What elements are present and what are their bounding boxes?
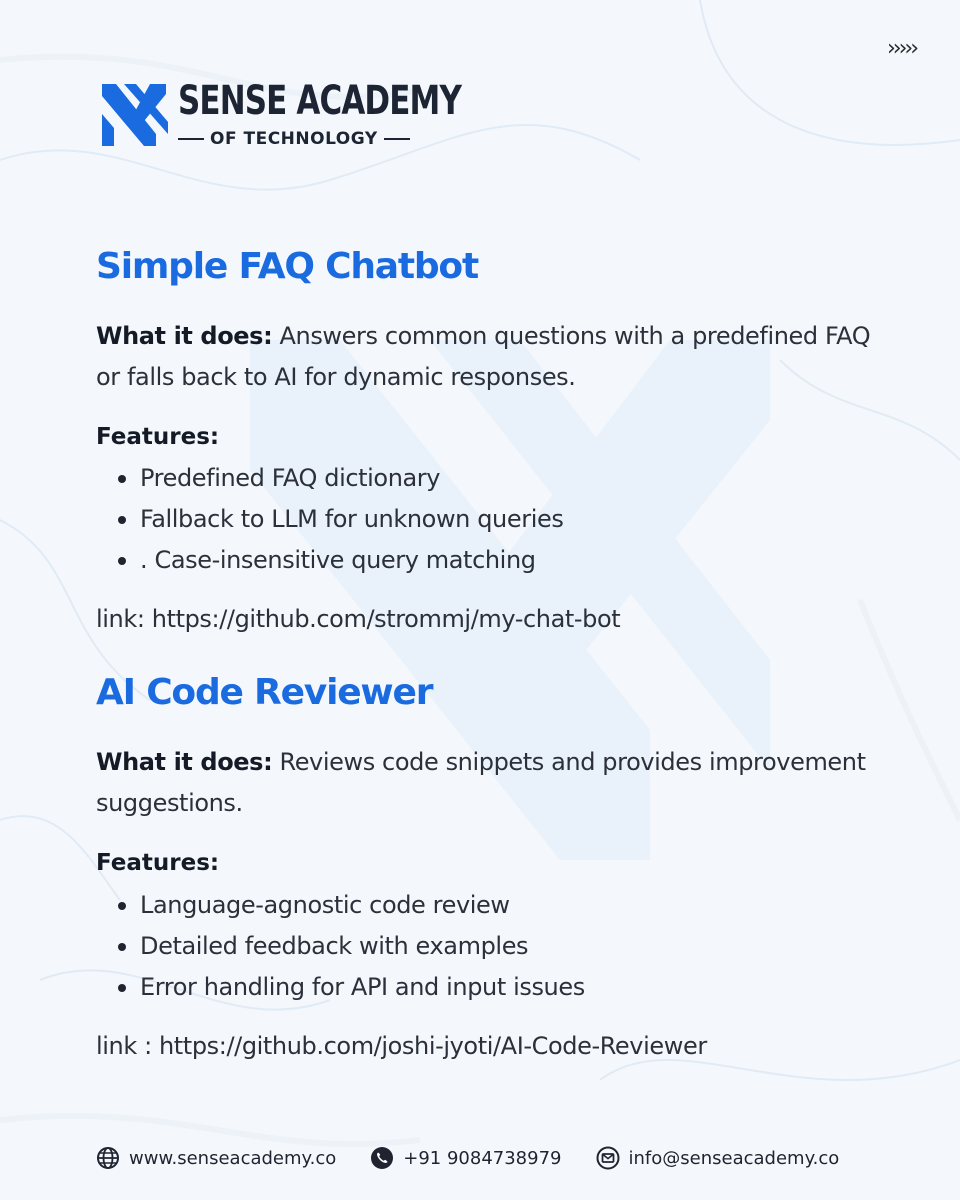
section-description (96, 316, 876, 398)
tagline-rule-right (384, 138, 410, 140)
what-text: Reviews code snippets and provides improvement suggestions. (96, 748, 866, 817)
feature-item: Fallback to LLM for unknown queries (116, 499, 563, 540)
repo-link[interactable]: link: https://github.com/strommj/my-chat-bot (96, 605, 621, 633)
section-title: Simple FAQ Chatbot (96, 246, 478, 287)
tagline-rule-left (178, 138, 204, 140)
what-label: What it does: (96, 748, 273, 776)
feature-item: Error handling for API and input issues (116, 967, 585, 1008)
features-list (116, 885, 585, 1008)
mail-icon (596, 1146, 620, 1170)
features-label: Features: (96, 850, 220, 876)
email-link[interactable] (596, 1146, 840, 1170)
feature-item: Detailed feedback with examples (116, 926, 585, 967)
section-title: AI Code Reviewer (96, 672, 433, 713)
website-link[interactable] (96, 1146, 336, 1170)
what-label: What it does: (96, 322, 273, 350)
feature-item: Predefined FAQ dictionary (116, 458, 563, 499)
contact-footer (96, 1146, 873, 1170)
brand-logo (100, 80, 507, 150)
phone-link[interactable] (370, 1146, 561, 1170)
next-chevrons[interactable]: ››››› (887, 36, 916, 61)
features-label: Features: (96, 424, 220, 450)
what-text: Answers common questions with a predefined FAQ or falls back to AI for dynamic responses. (96, 322, 871, 391)
brand-name: SENSE ACADEMY (178, 78, 462, 124)
feature-item: . Case-insensitive query matching (116, 540, 563, 581)
section-description (96, 742, 876, 824)
email-text: info@senseacademy.co (628, 1147, 840, 1169)
website-text: www.senseacademy.co (129, 1147, 337, 1169)
repo-link[interactable]: link : https://github.com/joshi-jyoti/AI-Code-Reviewer (96, 1032, 707, 1060)
feature-item: Language-agnostic code review (116, 885, 585, 926)
logo-mark-icon (100, 80, 170, 150)
phone-text: +91 9084738979 (403, 1147, 562, 1169)
globe-icon (96, 1146, 120, 1170)
features-list (116, 458, 563, 581)
brand-tagline: OF TECHNOLOGY (210, 129, 378, 149)
phone-icon (370, 1146, 394, 1170)
